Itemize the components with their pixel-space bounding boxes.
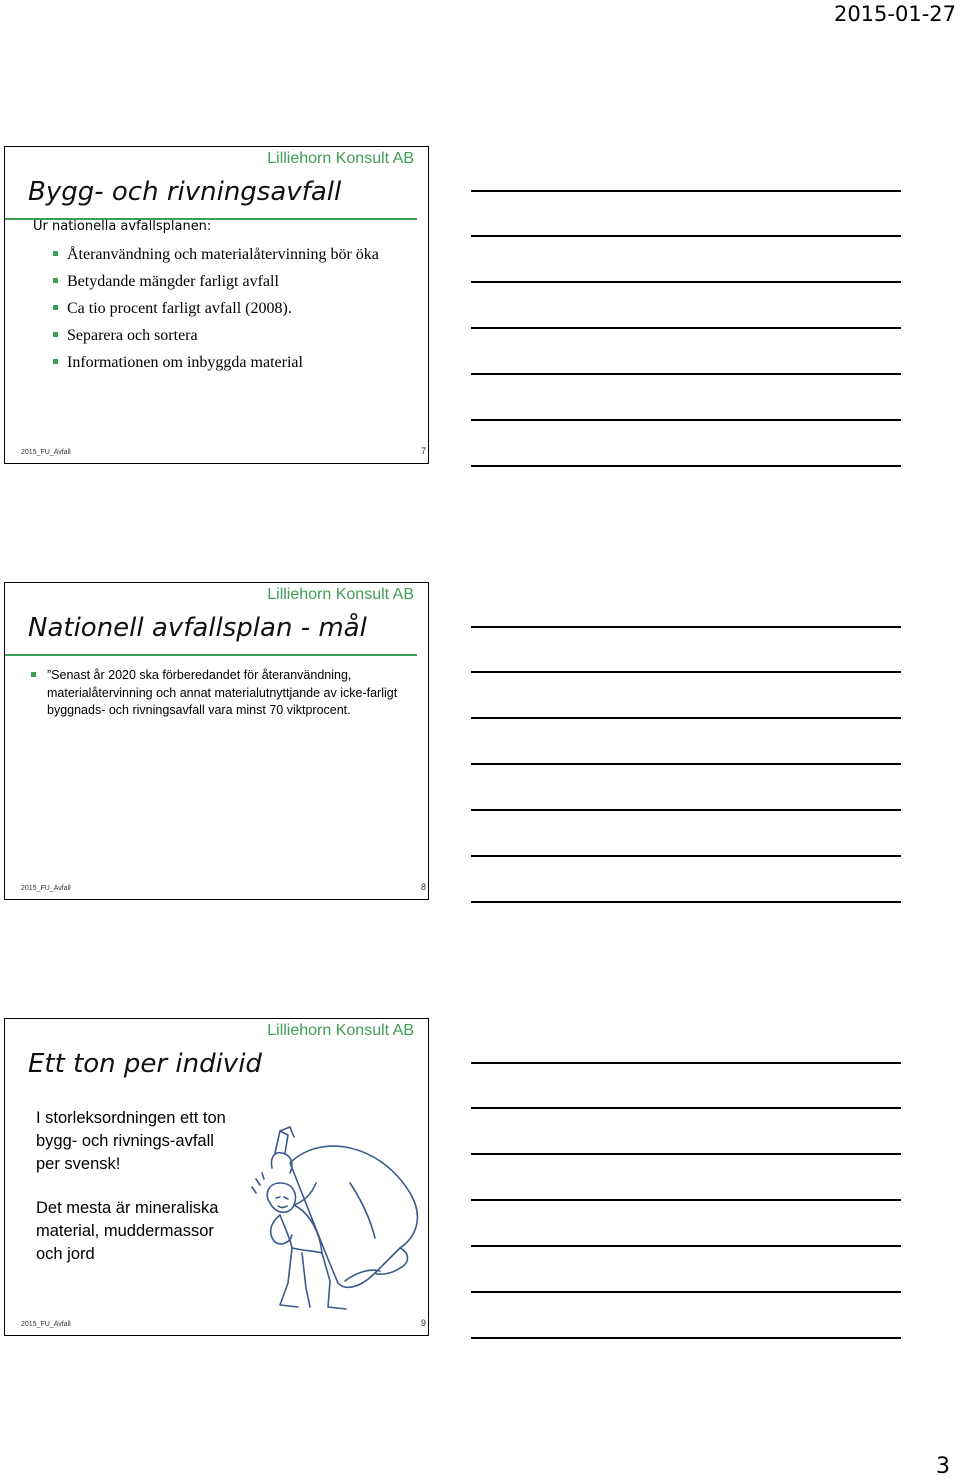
slide-number: 9 [420,1318,426,1328]
slide-8 [4,582,429,900]
note-line [471,327,901,329]
note-line [471,419,901,421]
note-line [471,1337,901,1339]
note-line [471,281,901,283]
note-line [471,1107,901,1109]
slide-title: Bygg- och rivningsavfall [28,177,342,207]
slide-title: Nationell avfallsplan - mål [28,613,367,643]
note-line [471,190,901,192]
note-line [471,671,901,673]
company-name: Lilliehorn Konsult AB [267,1022,414,1039]
slide-footer: 2015_FU_Avfall [21,1321,71,1328]
bullet-list [53,243,403,378]
slide-footer: 2015_FU_Avfall [21,885,71,892]
note-line [471,1291,901,1293]
bullet-square-icon [53,278,58,283]
list-item: Betydande mängder farligt avfall [53,270,403,293]
page-date: 2015-01-27 [833,2,956,26]
slide-9 [4,1018,429,1336]
bullet-square-icon [53,332,58,337]
list-item: Ca tio procent farligt avfall (2008). [53,297,403,320]
person-carrying-sack-illustration [250,1123,420,1315]
note-line [471,1062,901,1064]
title-divider [5,654,417,656]
note-line [471,626,901,628]
page-number: 3 [936,1454,950,1479]
list-item: Återanvändning och materialåtervinning bör öka [53,243,403,266]
note-line [471,717,901,719]
note-line [471,1245,901,1247]
bullet-list [31,667,411,720]
slide-number: 8 [420,882,426,892]
list-item: Informationen om inbyggda material [53,351,403,374]
list-item: Separera och sortera [53,324,403,347]
company-name: Lilliehorn Konsult AB [267,586,414,603]
note-line [471,235,901,237]
slide-title: Ett ton per individ [28,1049,262,1079]
slide-7 [4,146,429,464]
note-line [471,465,901,467]
note-line [471,855,901,857]
bullet-square-icon [31,672,36,677]
note-line [471,763,901,765]
slide-paragraph: Det mesta är mineraliska material, muddermassor och jord [36,1199,219,1263]
slide-intro: Ur nationella avfallsplanen: [33,219,212,234]
note-line [471,373,901,375]
bullet-square-icon [53,359,58,364]
note-line [471,809,901,811]
slide-footer: 2015_FU_Avfall [21,449,71,456]
slide-paragraph: I storleksordningen ett ton bygg- och rivnings-avfall per svensk! [36,1109,226,1173]
note-line [471,1199,901,1201]
note-line [471,1153,901,1155]
company-name: Lilliehorn Konsult AB [267,150,414,167]
bullet-square-icon [53,251,58,256]
note-line [471,901,901,903]
bullet-square-icon [53,305,58,310]
list-item: ”Senast år 2020 ska förberedandet för återanvändning, materialåtervinning och annat materialutnyttjande av icke-farligt byggnads- och rivningsavfall vara minst 70 viktprocent. [31,667,411,720]
slide-number: 7 [420,446,426,456]
